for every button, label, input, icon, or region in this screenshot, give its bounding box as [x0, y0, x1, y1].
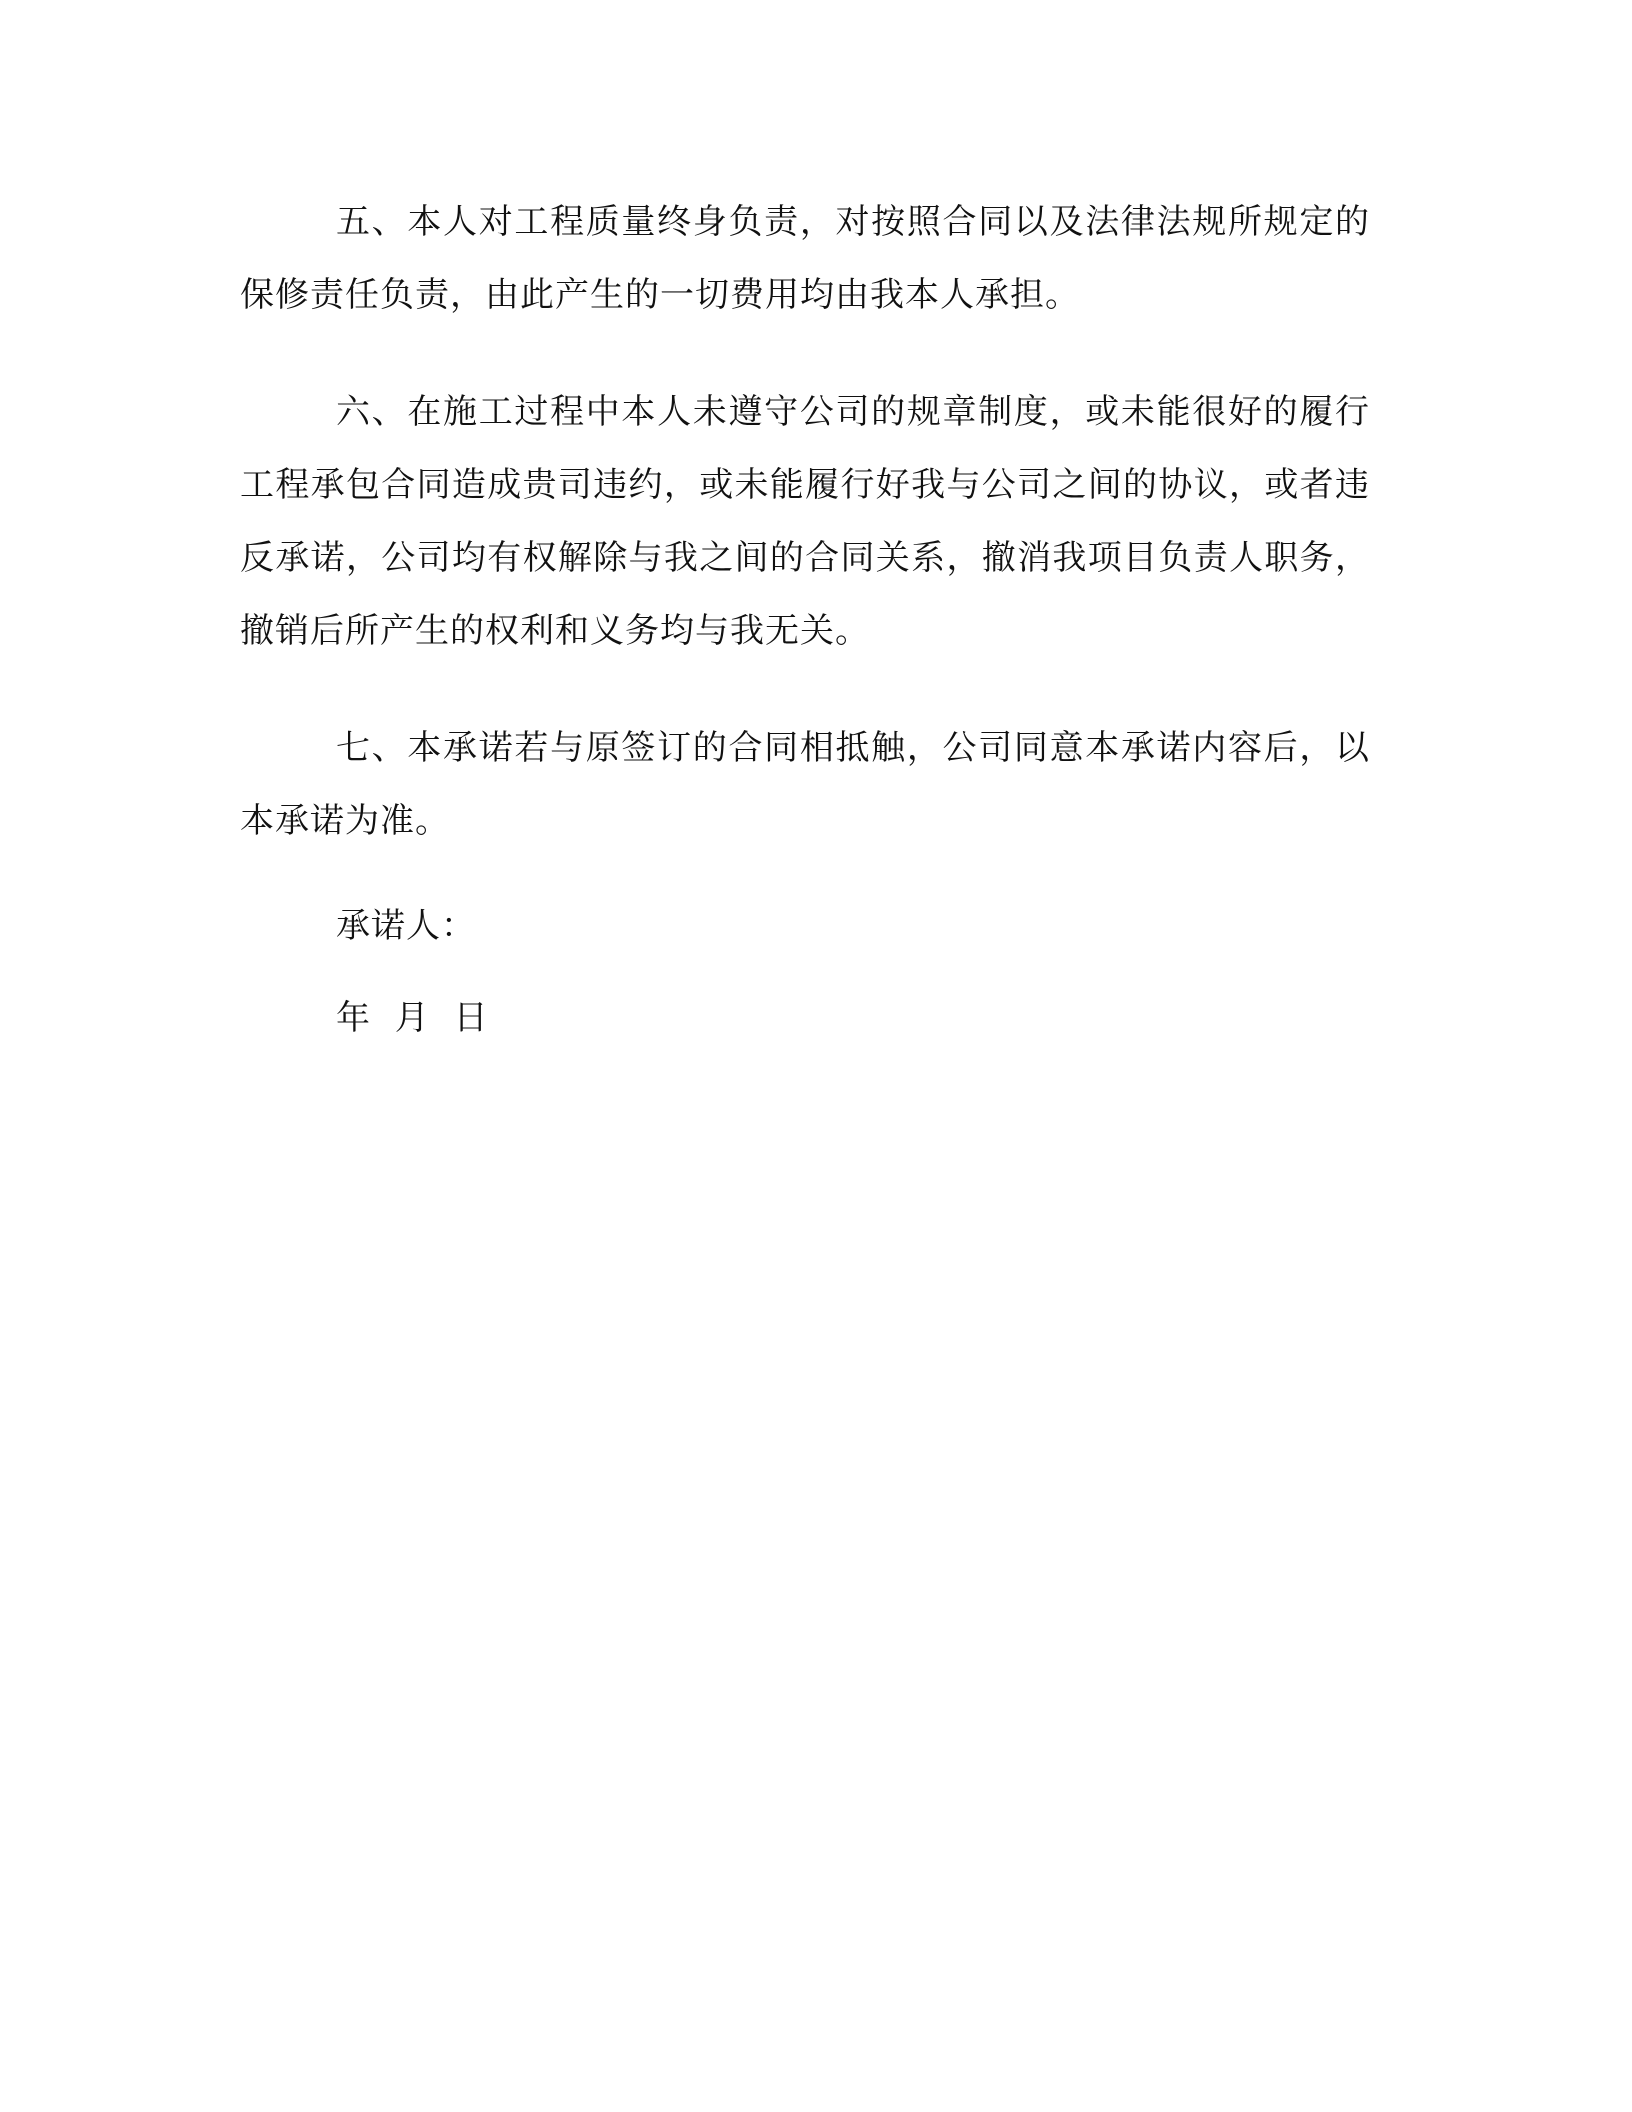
- document-body: [240, 186, 1370, 1042]
- paragraph-six: 六、在施工过程中本人未遵守公司的规章制度，或未能很好的履行工程承包合同造成贵司违约，或未能履行好我与公司之间的协议，或者违反承诺，公司均有权解除与我之间的合同关系，撤消我项目负责人职务，撤销后所产生的权利和义务均与我无关。: [240, 392, 1370, 651]
- signature-label: 承诺人：: [336, 906, 476, 946]
- paragraph-seven: 七、本承诺若与原签订的合同相抵触，公司同意本承诺内容后，以本承诺为准。: [240, 728, 1370, 841]
- date-label: 年 月 日: [336, 998, 489, 1038]
- paragraph-five: 五、本人对工程质量终身负责，对按照合同以及法律法规所规定的保修责任负责，由此产生的一切费用均由我本人承担。: [240, 202, 1370, 315]
